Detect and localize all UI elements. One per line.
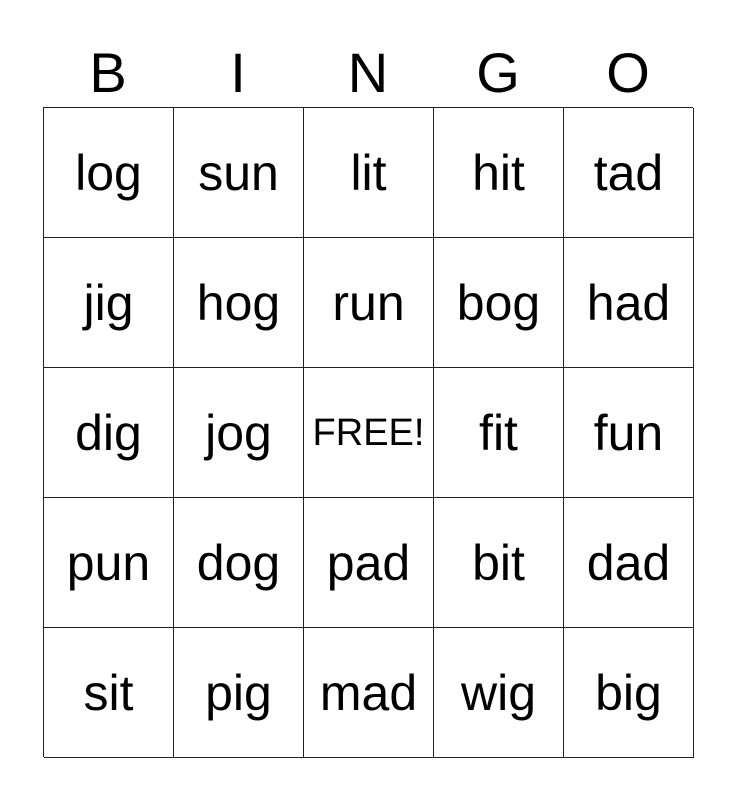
header-letter-o: O — [606, 41, 650, 104]
bingo-cell[interactable]: dig — [44, 368, 174, 498]
bingo-cell[interactable]: log — [44, 108, 174, 238]
bingo-cell[interactable]: dad — [564, 498, 694, 628]
bingo-cell[interactable]: tad — [564, 108, 694, 238]
bingo-cell[interactable]: pig — [174, 628, 304, 758]
bingo-cell[interactable]: jig — [44, 238, 174, 368]
bingo-cell[interactable]: bit — [434, 498, 564, 628]
bingo-cell[interactable]: big — [564, 628, 694, 758]
bingo-cell[interactable]: lit — [304, 108, 434, 238]
bingo-board — [43, 107, 693, 757]
bingo-cell[interactable]: fun — [564, 368, 694, 498]
header-letter-g: G — [476, 41, 520, 104]
bingo-cell[interactable]: run — [304, 238, 434, 368]
bingo-cell[interactable]: had — [564, 238, 694, 368]
bingo-cell[interactable]: pun — [44, 498, 174, 628]
bingo-cell[interactable]: bog — [434, 238, 564, 368]
header-letter-b: B — [89, 41, 127, 104]
bingo-cell[interactable]: dog — [174, 498, 304, 628]
bingo-cell[interactable]: sit — [44, 628, 174, 758]
bingo-cell[interactable]: wig — [434, 628, 564, 758]
bingo-cell[interactable]: mad — [304, 628, 434, 758]
bingo-cell[interactable]: pad — [304, 498, 434, 628]
free-space-cell[interactable]: FREE! — [304, 368, 434, 498]
bingo-header — [43, 40, 693, 106]
bingo-cell[interactable]: sun — [174, 108, 304, 238]
bingo-cell[interactable]: jog — [174, 368, 304, 498]
bingo-cell[interactable]: hit — [434, 108, 564, 238]
header-letter-n: N — [347, 41, 389, 104]
header-letter-i: I — [230, 41, 246, 104]
bingo-cell[interactable]: hog — [174, 238, 304, 368]
bingo-cell[interactable]: fit — [434, 368, 564, 498]
